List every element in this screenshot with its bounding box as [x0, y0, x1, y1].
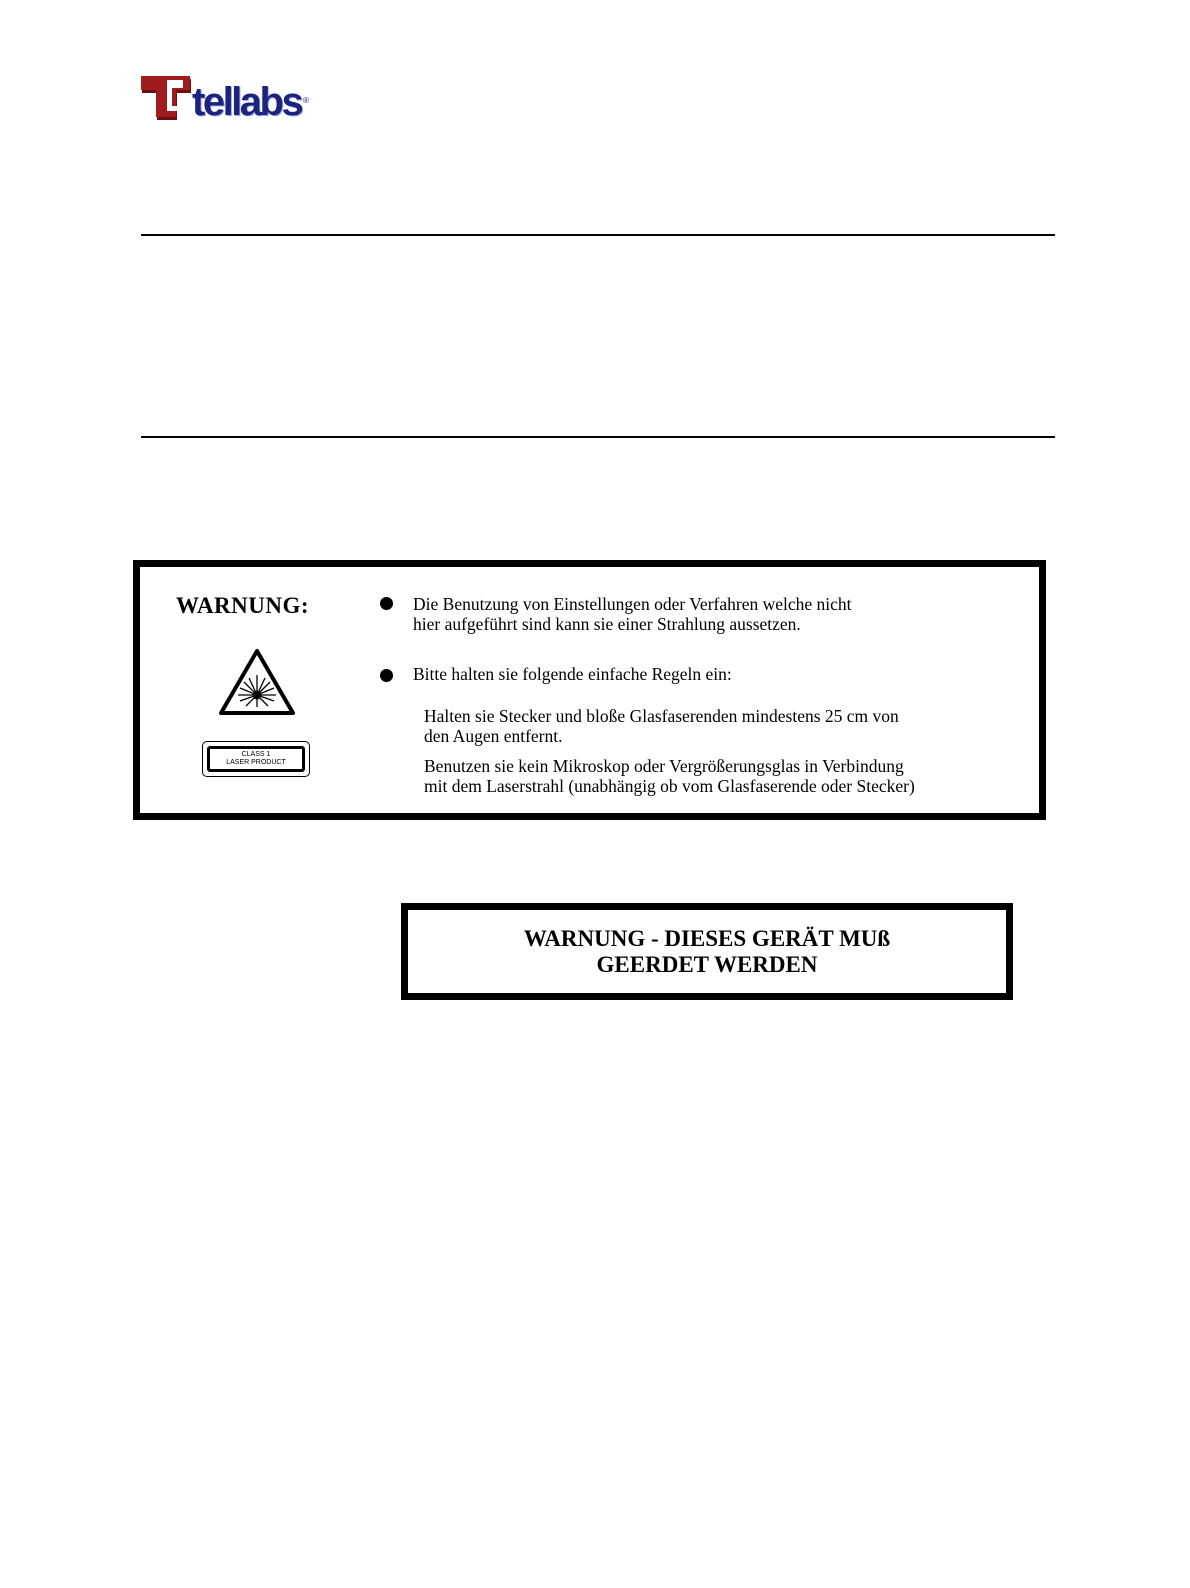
laser-radiation-warning-icon: [218, 648, 296, 716]
logo-wordmark: tellabs: [192, 80, 302, 124]
class-label-line-2: LASER PRODUCT: [226, 759, 286, 766]
bottom-divider: [141, 436, 1055, 438]
rule-line: Benutzen sie kein Mikroskop oder Vergrößerungsglas in Verbindung: [424, 756, 904, 776]
grounding-warning-box: [401, 903, 1013, 1000]
laser-warning-title: WARNUNG:: [176, 593, 310, 618]
rule-line: mit dem Laserstrahl (unabhängig ob vom Glasfaserende oder Stecker): [424, 776, 915, 796]
bullet-icon: [380, 597, 393, 610]
bullet-line: hier aufgeführt sind kann sie einer Strahlung aussetzen.: [413, 614, 801, 634]
bullet-line: Bitte halten sie folgende einfache Regeln ein:: [413, 664, 732, 684]
grounding-warning-line-2: GEERDET WERDEN: [596, 951, 818, 977]
rule-line: Halten sie Stecker und bloße Glasfaserenden mindestens 25 cm von: [424, 706, 899, 726]
class-label-line-1: CLASS 1: [241, 751, 271, 758]
grounding-warning-line-1: WARNUNG - DIESES GERÄT MUß: [523, 925, 891, 951]
tellabs-logo: [141, 76, 321, 128]
rule-line: den Augen entfernt.: [424, 726, 563, 746]
laser-warning-box: [133, 560, 1046, 820]
bullet-text: [413, 664, 732, 684]
bullet-icon: [380, 669, 393, 682]
bullet-line: Die Benutzung von Einstellungen oder Verfahren welche nicht: [413, 594, 852, 614]
top-divider: [141, 234, 1055, 236]
safety-rule: [424, 706, 899, 746]
class-1-laser-product-label: [202, 741, 310, 777]
bullet-text: [413, 594, 852, 634]
registered-mark: ®: [303, 96, 309, 105]
safety-rule: [424, 756, 915, 796]
tellabs-t-mark-icon: [141, 76, 195, 124]
